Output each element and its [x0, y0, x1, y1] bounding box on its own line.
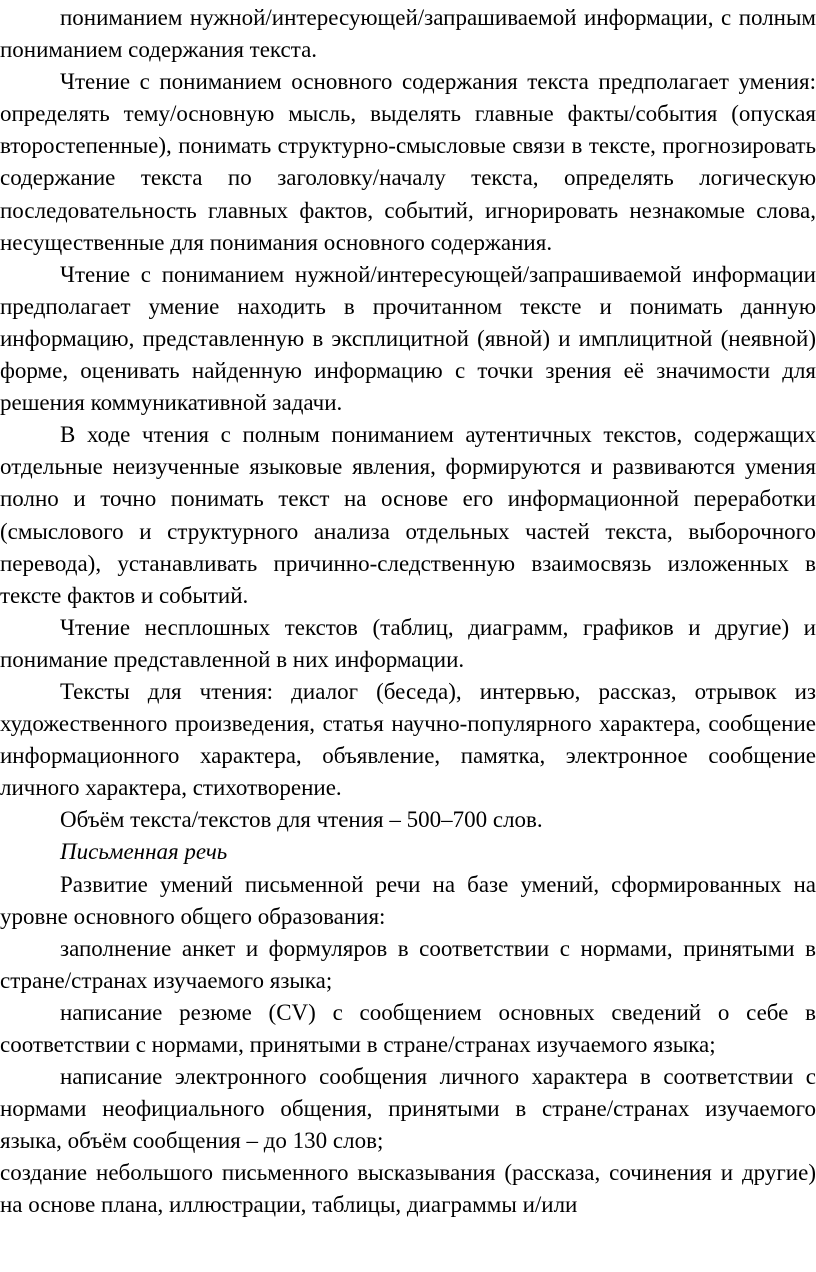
paragraph-3: Чтение с пониманием нужной/интересующей/запрашиваемой информации предполагает умение находить в прочитанном тексте и понимать данную информацию, представленную в эксплицитной (явной) и имплицитной (неявной) форме, оценивать найденную информацию с точки зрения её значимости для решения коммуникативной задачи. [0, 261, 816, 416]
paragraph-12: написание электронного сообщения личного характера в соответствии с нормами неофициального общения, принятыми в стране/странах изучаемого языка, объём сообщения – до 130 слов; [0, 1064, 816, 1154]
paragraph-2: Чтение с пониманием основного содержания текста предполагает умения: определять тему/основную мысль, выделять главные факты/события (опуская второстепенные), понимать структурно-смысловые связи в тексте, прогнозировать содержание текста по заголовку/началу текста, определять логическую последовательность главных фактов, событий, игнорировать незнакомые слова, несущественные для понимания основного содержания. [0, 69, 816, 255]
paragraph-13: создание небольшого письменного высказывания (рассказа, сочинения и другие) на основе плана, иллюстрации, таблицы, диаграммы и/или [0, 1160, 816, 1218]
paragraph-9: Развитие умений письменной речи на базе умений, сформированных на уровне основного общего образования: [0, 871, 816, 929]
paragraph-10: заполнение анкет и формуляров в соответствии с нормами, принятыми в стране/странах изучаемого языка; [0, 935, 816, 993]
paragraph-1: пониманием нужной/интересующей/запрашиваемой информации, с полным пониманием содержания текста. [0, 5, 816, 63]
paragraph-4: В ходе чтения с полным пониманием аутентичных текстов, содержащих отдельные неизученные языковые явления, формируются и развиваются умения полно и точно понимать текст на основе его информационной переработки (смыслового и структурного анализа отдельных частей текста, выборочного перевода), устанавливать причинно-следственную взаимосвязь изложенных в тексте фактов и событий. [0, 422, 816, 608]
paragraph-11: написание резюме (CV) с сообщением основных сведений о себе в соответствии с нормами, принятыми в стране/странах изучаемого языка; [0, 999, 816, 1057]
paragraph-6: Тексты для чтения: диалог (беседа), интервью, рассказ, отрывок из художественного произведения, статья научно-популярного характера, сообщение информационного характера, объявление, памятка, электронное сообщение личного характера, стихотворение. [0, 678, 816, 801]
paragraph-5: Чтение несплошных текстов (таблиц, диаграмм, графиков и другие) и понимание представленной в них информации. [0, 614, 816, 672]
paragraph-7: Объём текста/текстов для чтения – 500–700 слов. [60, 807, 543, 833]
section-heading-written-speech: Письменная речь [60, 839, 228, 865]
